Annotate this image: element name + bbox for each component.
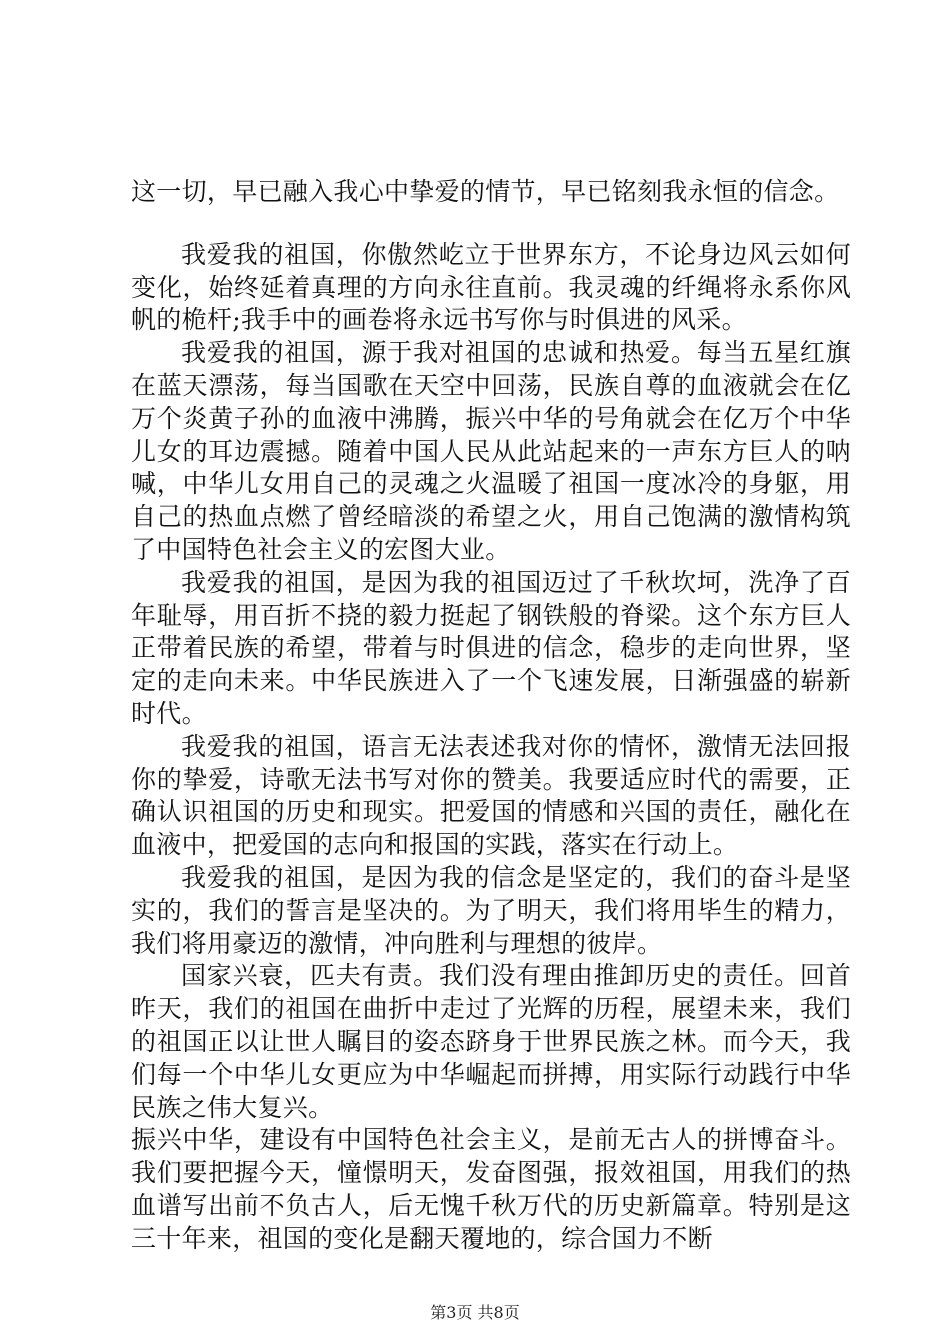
paragraph-2: 我爱我的祖国，你傲然屹立于世界东方，不论身边风云如何变化，始终延着真理的方向永往直前。我灵魂的纤绳将永系你风帆的桅杆;我手中的画卷将永远书写你与时俱进的风采。 (131, 239, 851, 335)
paragraph-6: 我爱我的祖国，是因为我的信念是坚定的，我们的奋斗是坚实的，我们的誓言是坚决的。为了明天，我们将用毕生的精力，我们将用豪迈的激情，冲向胜利与理想的彼岸。 (131, 862, 851, 958)
paragraph-1: 这一切，早已融入我心中挚爱的情节，早已铭刻我永恒的信念。 (131, 177, 840, 206)
paragraph-7: 国家兴衰，匹夫有责。我们没有理由推卸历史的责任。回首昨天，我们的祖国在曲折中走过了光辉的历程，展望未来，我们的祖国正以让世人瞩目的姿态跻身于世界民族之林。而今天，我们每一个中华儿女更应为中华崛起而拼搏，用实际行动践行中华民族之伟大复兴。 (131, 961, 851, 1122)
paragraph-4: 我爱我的祖国，是因为我的祖国迈过了千秋坎坷，洗净了百年耻辱，用百折不挠的毅力挺起了钢铁般的脊梁。这个东方巨人正带着民族的希望，带着与时俱进的信念，稳步的走向世界，坚定的走向未来。中华民族进入了一个飞速发展，日渐强盛的崭新时代。 (131, 567, 851, 728)
paragraph-5: 我爱我的祖国，语言无法表述我对你的情怀，激情无法回报你的挚爱，诗歌无法书写对你的赞美。我要适应时代的需要，正确认识祖国的历史和现实。把爱国的情感和兴国的责任，融化在血液中，把爱国的志向和报国的实践，落实在行动上。 (131, 731, 851, 860)
paragraph-8: 振兴中华，建设有中国特色社会主义，是前无古人的拼博奋斗。我们要把握今天，憧憬明天，发奋图强，报效祖国，用我们的热血谱写出前不负古人，后无愧千秋万代的历史新篇章。特别是这三十年来，祖国的变化是翻天覆地的，综合国力不断 (131, 1125, 851, 1253)
document-body (131, 176, 851, 1256)
paragraph-3: 我爱我的祖国，源于我对祖国的忠诚和热爱。每当五星红旗在蓝天漂荡，每当国歌在天空中回荡，民族自尊的血液就会在亿万个炎黄子孙的血液中沸腾，振兴中华的号角就会在亿万个中华儿女的耳边震撼。随着中国人民从此站起来的一声东方巨人的呐喊，中华儿女用自己的灵魂之火温暖了祖国一度冰冷的身躯，用自己的热血点燃了曾经暗淡的希望之火，用自己饱满的激情构筑了中国特色社会主义的宏图大业。 (131, 338, 851, 564)
page-footer: 第3页 共8页 (430, 1303, 520, 1322)
